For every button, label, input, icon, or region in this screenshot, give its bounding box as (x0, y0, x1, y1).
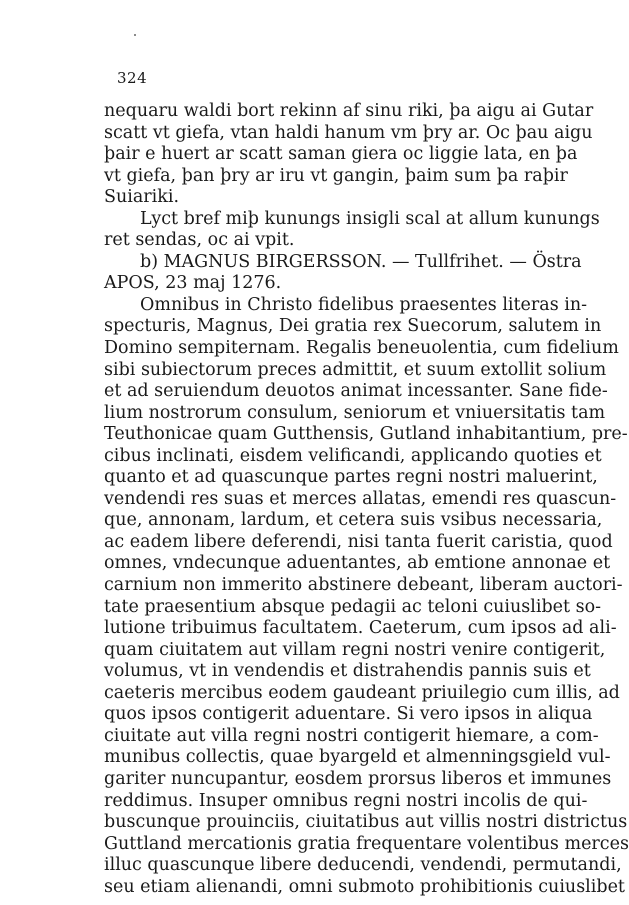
text-line: reddimus. Insuper omnibus regni nostri incolis de qui- (104, 790, 588, 811)
text-line: Suiariki. (104, 187, 180, 208)
text-line: et ad seruiendum deuotos animat incessanter. Sane fide- (104, 381, 608, 402)
text-line: b) MAGNUS BIRGERSSON. — Tullfrihet. — Östra (140, 251, 582, 272)
text-line: ret sendas, oc ai vpit. (104, 230, 295, 251)
text-line: vendendi res suas et merces allatas, emendi res quascun- (104, 488, 617, 509)
text-line: specturis, Magnus, Dei gratia rex Suecorum, salutem in (104, 316, 602, 337)
text-line: vt giefa, þan þry ar iru vt gangin, þaim sum þa raþir (104, 165, 568, 186)
text-line: tate praesentium absque pedagii ac teloni cuiuslibet so- (104, 596, 602, 617)
text-line: quanto et ad quascunque partes regni nostri maluerint, (104, 467, 598, 488)
text-line: caeteris mercibus eodem gaudeant priuilegio cum illis, ad (104, 682, 620, 703)
text-line: APOS, 23 maj 1276. (104, 273, 282, 294)
text-line: Omnibus in Christo fidelibus praesentes literas in- (140, 294, 588, 315)
text-line: quos ipsos contigerit aduentare. Si vero ipsos in aliqua (104, 704, 593, 725)
text-line: munibus collectis, quae byargeld et almenningsgield vul- (104, 747, 611, 768)
text-line: illuc quascunque libere deducendi, vendendi, permutandi, (104, 855, 622, 876)
text-line: seu etiam alienandi, omni submoto prohibitionis cuiuslibet (104, 876, 625, 897)
text-line: gariter nuncupantur, eosdem prorsus liberos et immunes (104, 768, 612, 789)
speck-mark (134, 34, 136, 36)
text-line: buscunque prouinciis, ciuitatibus aut villis nostri districtus (104, 812, 628, 833)
text-line: quam ciuitatem aut villam regni nostri venire contigerit, (104, 639, 606, 660)
text-line: volumus, vt in vendendis et distrahendis pannis suis et (104, 661, 591, 682)
text-line: lium nostrorum consulum, seniorum et vniuersitatis tam (104, 402, 606, 423)
text-line: nequaru waldi bort rekinn af sinu riki, þa aigu ai Gutar (104, 101, 594, 121)
text-line: ac eadem libere deferendi, nisi tanta fuerit caristia, quod (104, 531, 613, 552)
text-line: sibi subiectorum preces admittit, et suum extollit solium (104, 359, 607, 380)
text-line: ciuitate aut villa regni nostri contigerit hiemare, a com- (104, 725, 599, 746)
text-line: Teuthonicae quam Gutthensis, Gutland inhabitantium, pre- (104, 424, 628, 445)
text-line: lutione tribuimus facultatem. Caeterum, cum ipsos ad ali- (104, 618, 617, 639)
text-line: þair e huert ar scatt saman giera oc liggie lata, en þa (104, 144, 578, 165)
text-line: scatt vt giefa, vtan haldi hanum vm þry ar. Oc þau aigu (104, 122, 593, 143)
text-line: Guttland mercationis gratia frequentare volentibus merces (104, 833, 629, 854)
text-line: que, annonam, lardum, et cetera suis vsibus necessaria, (104, 510, 603, 531)
page-number: 324 (117, 69, 148, 87)
text-line: Domino sempiternam. Regalis beneuolentia, cum fidelium (104, 338, 619, 359)
text-line: omnes, vndecunque aduentantes, ab emtione annonae et (104, 553, 611, 574)
text-line: carnium non immerito abstinere debeant, liberam auctori- (104, 575, 623, 596)
text-line: Lyct bref miþ kunungs insigli scal at allum kunungs (140, 208, 600, 229)
text-body (104, 101, 629, 898)
text-line: cibus inclinati, eisdem velificandi, applicando quoties et (104, 445, 602, 466)
